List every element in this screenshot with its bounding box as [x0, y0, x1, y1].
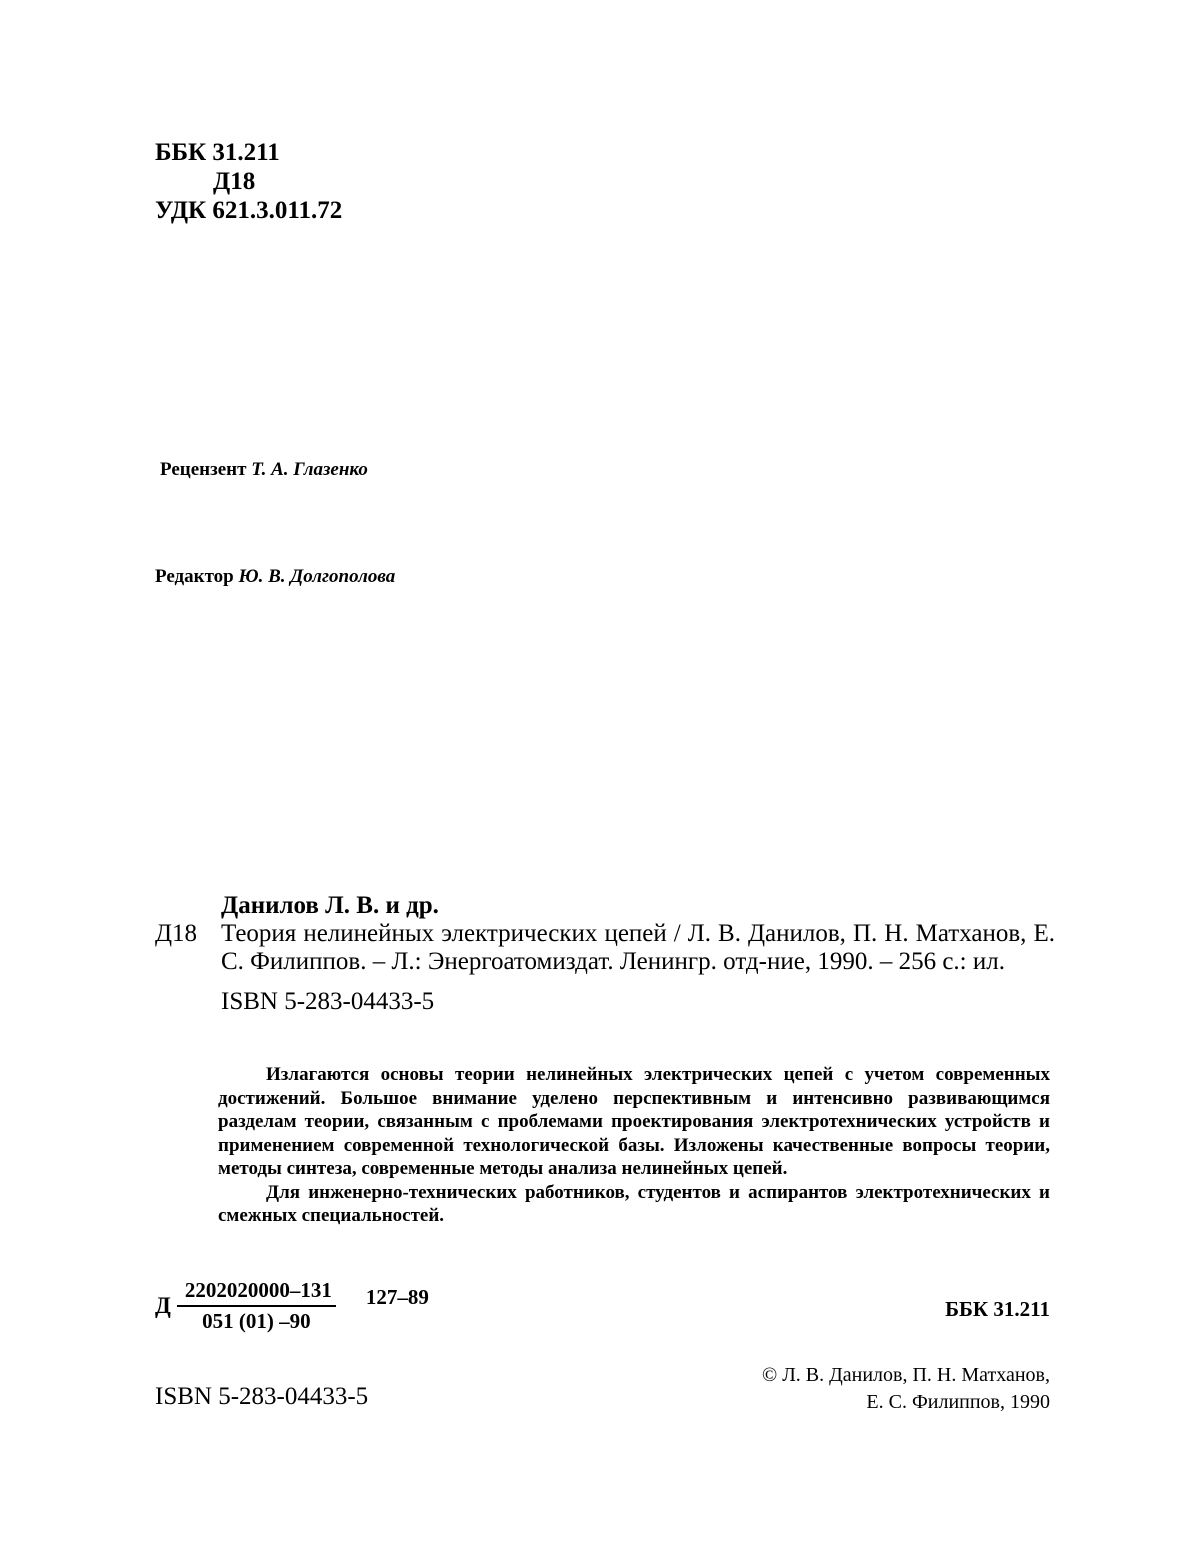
- fraction-numerator: 2202020000–131: [177, 1278, 336, 1307]
- series-code: 127–89: [365, 1284, 429, 1309]
- copyright-line: © Л. В. Данилов, П. Н. Матханов,: [762, 1364, 1050, 1386]
- footer-isbn: ISBN 5-283-04433-5: [155, 1383, 369, 1410]
- annotation: [218, 1063, 1050, 1228]
- record-reference: Теория нелинейных электрических цепей / Л. В. Данилов, П. Н. Матханов, Е. С. Филиппов. – Л.: Энергоатомиздат. Ленингр. отд-ние, 1990. – 256 с.: ил.: [221, 920, 1055, 975]
- editor-name: Ю. В. Долгополова: [238, 566, 396, 587]
- record-code: Д18: [155, 920, 198, 947]
- author-mark: Д18: [213, 168, 256, 195]
- editor-line: [155, 566, 395, 588]
- annotation-paragraph: Для инженерно-технических работников, студентов и аспирантов электротехнических и смежных специальностей.: [218, 1181, 1050, 1226]
- copyright-line: Е. С. Филиппов, 1990: [866, 1391, 1050, 1413]
- annotation-paragraph: Излагаются основы теории нелинейных электрических цепей с учетом современных достижений. Большое внимание уделено перспективным и интенсивно развивающимся разделам теории, связанным с проблемами проектирования электротехнических устройств и применением современной технологической базы. Изложены качественные вопросы теории, методы синтеза, современные методы анализа нелинейных цепей.: [218, 1064, 1050, 1179]
- classification-block: [155, 138, 342, 225]
- reviewer-label: Рецензент: [160, 459, 247, 480]
- fraction-denominator: 051 (01) –90: [202, 1309, 311, 1333]
- publication-code: [155, 1278, 429, 1334]
- udk-code: УДК 621.3.011.72: [155, 197, 343, 224]
- publication-letter: Д: [155, 1293, 171, 1318]
- reviewer-line: [160, 459, 368, 481]
- record-isbn: ISBN 5-283-04433-5: [221, 988, 435, 1015]
- footer-bbk: ББК 31.211: [945, 1297, 1050, 1321]
- copyright-notice: [762, 1362, 1050, 1416]
- bbk-code: ББК 31.211: [155, 139, 280, 166]
- author-heading: Данилов Л. В. и др.: [221, 892, 439, 919]
- bibliographic-record: [155, 892, 1055, 1016]
- publication-fraction: [177, 1278, 336, 1334]
- editor-label: Редактор: [155, 566, 234, 587]
- reviewer-name: Т. А. Глазенко: [251, 459, 368, 480]
